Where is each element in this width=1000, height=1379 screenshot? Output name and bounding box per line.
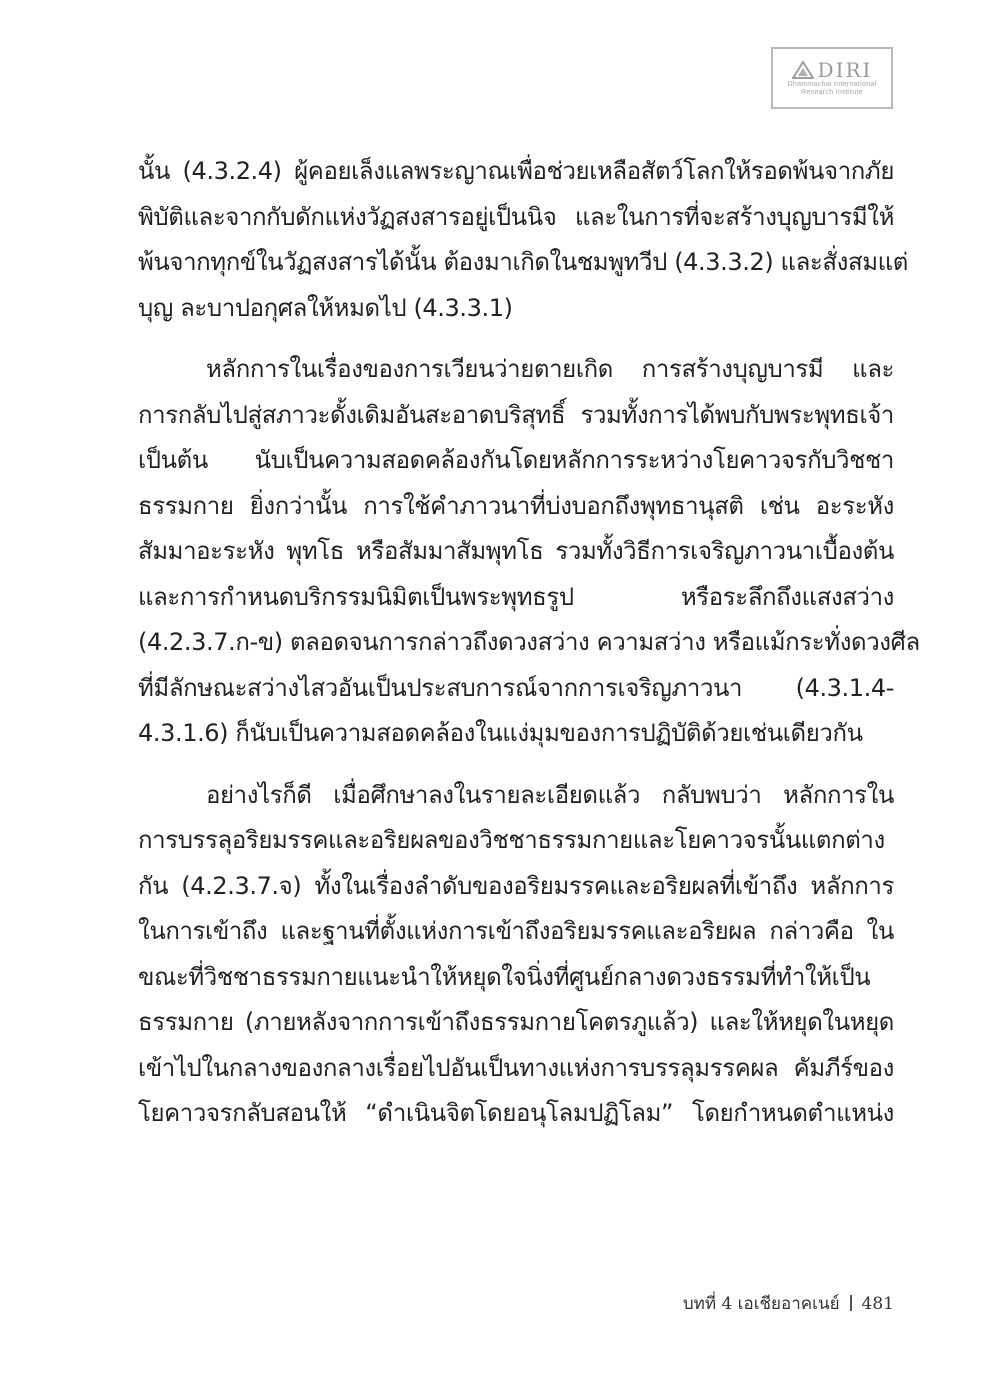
logo-top-row [792,59,873,81]
text-line: การกลับไปสู่สภาวะดั้งเดิมอันสะอาดบริสุทธิ์ รวมทั้งการได้พบกับพระพุทธเจ้า [138,400,894,429]
page-footer [683,1290,894,1317]
text-line: พ้นจากทุกข์ในวัฏสงสารได้นั้น ต้องมาเกิดในชมพูทวีป (4.3.3.2) และสั่งสมแต่ [138,248,908,276]
text-line: นั้น (4.3.2.4) ผู้คอยเล็งแลพระญาณเพื่อช่วยเหลือสัตว์โลกให้รอดพ้นจากภัย [138,157,894,185]
text-line: 4.3.1.6) ก็นับเป็นความสอดคล้องในแง่มุมของการปฏิบัติด้วยเช่นเดียวกัน [138,719,863,747]
logo-subtitle-2: Research Institute [801,89,863,96]
paragraph-2 [138,347,920,757]
page-number: 481 [861,1294,894,1314]
chapter-title: บทที่ 4 เอเชียอาคเนย์ [682,1294,840,1314]
text-line: หลักการในเรื่องของการเวียนว่ายตายเกิด การสร้างบุญบารมี และ [206,355,894,383]
text-line: ขณะที่วิชชาธรรมกายแนะนำให้หยุดใจนิ่งที่ศูนย์กลางดวงธรรมที่ทำให้เป็น [138,962,871,991]
diri-logo [771,47,893,109]
text-line: สัมมาอะระหัง พุทโธ หรือสัมมาสัมพุทโธ รวมทั้งวิธีการเจริญภาวนาเบื้องต้น [138,537,894,565]
paragraph-1 [138,149,908,331]
text-line: พิบัติและจากกับดักแห่งวัฏสงสารอยู่เป็นนิจ และในการที่จะสร้างบุญบารมีให้ [138,202,894,231]
text-line: ในการเข้าถึง และฐานที่ตั้งแห่งการเข้าถึงอริยมรรคและอริยผล กล่าวคือ ใน [138,917,894,945]
text-line: ธรรมกาย ยิ่งกว่านั้น การใช้คำภาวนาที่บ่งบอกถึงพุทธานุสติ เช่น อะระหัง [138,491,894,520]
text-line: ที่มีลักษณะสว่างไสวอันเป็นประสบการณ์จากการเจริญภาวนา (4.3.1.4- [138,673,894,702]
text-line: โยคาวจรกลับสอนให้ “ดำเนินจิตโดยอนุโลมปฏิโลม” โดยกำหนดตำแหน่ง [138,1099,894,1127]
text-line: เข้าไปในกลางของกลางเรื่อยไปอันเป็นทางแห่งการบรรลุมรรคผล คัมภีร์ของ [138,1053,894,1082]
text-line: เป็นต้น นับเป็นความสอดคล้องกันโดยหลักการระหว่างโยคาวจรกับวิชชา [138,446,894,474]
text-line: และการกำหนดบริกรรมนิมิตเป็นพระพุทธรูป หรือระลึกถึงแสงสว่าง [138,582,894,611]
text-line: การบรรลุอริยมรรคและอริยผลของวิชชาธรรมกายและโยคาวจรนั้นแตกต่าง [138,826,885,854]
paragraph-3 [138,773,894,1137]
text-line: ธรรมกาย (ภายหลังจากการเข้าถึงธรรมกายโคตรภูแล้ว) และให้หยุดในหยุด [138,1008,894,1036]
text-line: บุญ ละบาปอกุศลให้หมดไป (4.3.3.1) [138,293,513,322]
text-line: (4.2.3.7.ก-ข) ตลอดจนการกล่าวถึงดวงสว่าง ความสว่าง หรือแม้กระทั่งดวงศีล [138,628,920,656]
page-body [138,149,920,1137]
footer-divider [850,1295,852,1311]
triangle-logo-icon [792,61,814,79]
text-line: อย่างไรก็ดี เมื่อศึกษาลงในรายละเอียดแล้ว กลับพบว่า หลักการใน [206,780,894,809]
logo-name: DIRI [817,58,873,82]
text-line: กัน (4.2.3.7.จ) ทั้งในเรื่องลำดับของอริยมรรคและอริยผลที่เข้าถึง หลักการ [138,871,894,900]
logo-subtitle-1: Dhammachai International [787,81,877,88]
